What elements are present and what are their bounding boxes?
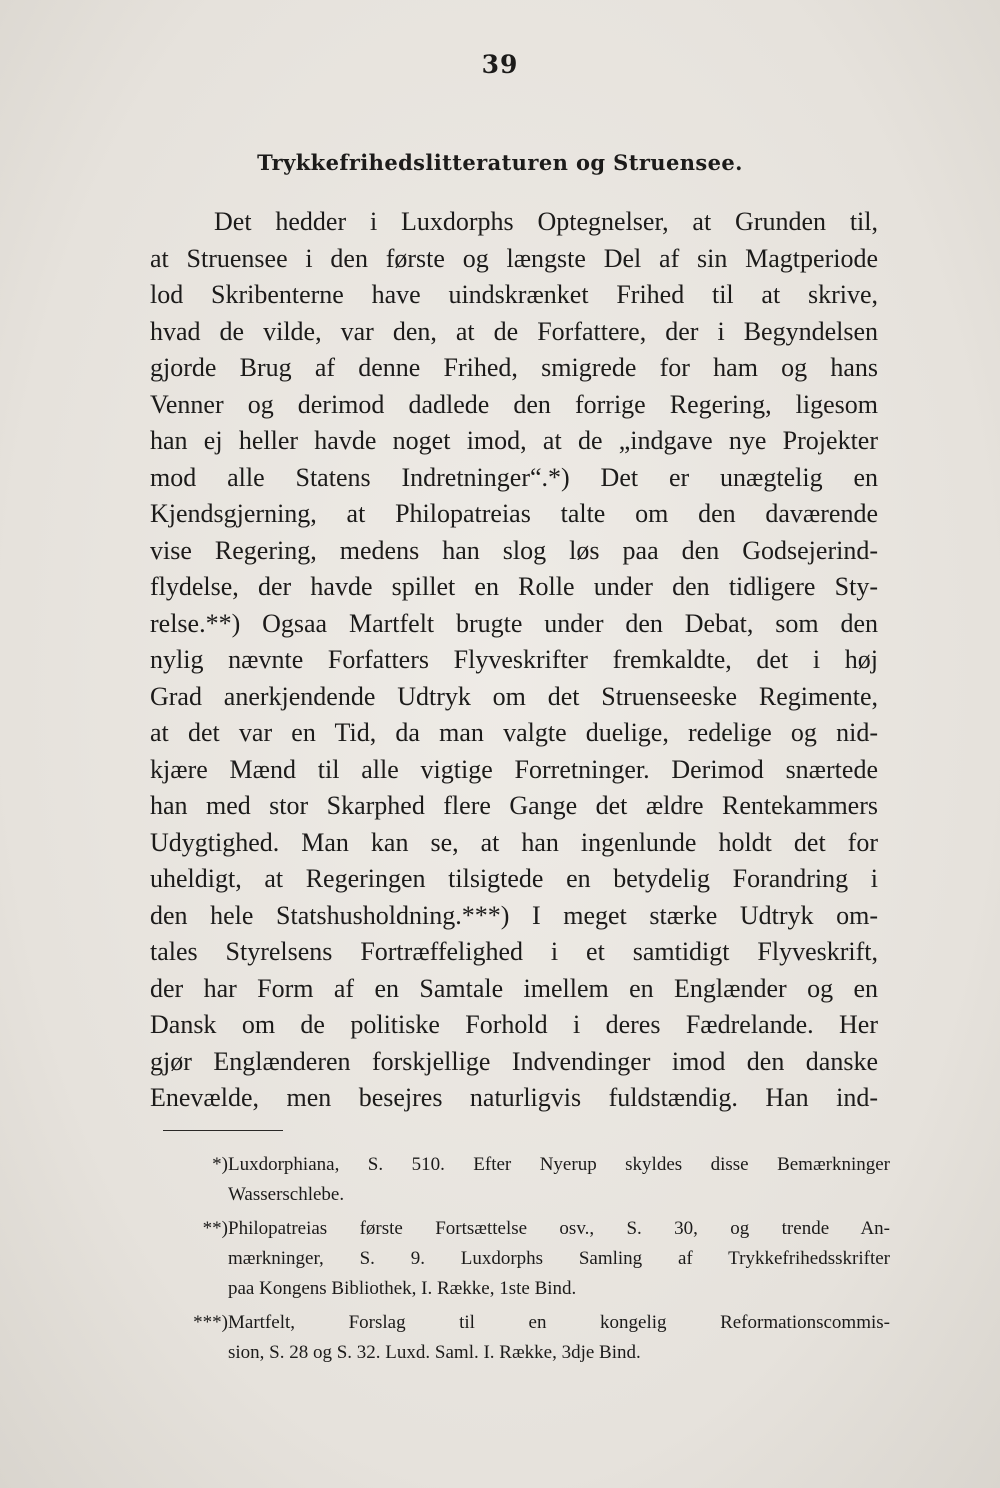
footnote-line: paa Kongens Bibliothek, I. Række, 1ste Bind. (228, 1278, 577, 1299)
body-line: at det var en Tid, da man valgte duelige, redelige og nid- (150, 718, 878, 747)
section-heading: Trykkefrihedslitteraturen og Struensee. (257, 150, 743, 175)
body-line: der har Form af en Samtale imellem en Englænder og en (150, 973, 878, 1003)
body-line: flydelse, der havde spillet en Rolle under den tidligere Sty- (150, 572, 878, 601)
body-line: den hele Statshusholdning.***) I meget stærke Udtryk om- (150, 900, 878, 930)
body-line: Grad anerkjendende Udtryk om det Struenseeske Regimente, (150, 681, 878, 711)
footnote-line: Luxdorphiana, S. 510. Efter Nyerup skyldes disse Bemærkninger (228, 1154, 890, 1175)
body-line: vise Regering, medens han slog løs paa den Godsejerind- (150, 535, 878, 565)
footnote-line: Martfelt, Forslag til en kongelig Reformationscommis- (228, 1312, 890, 1333)
footnote-1 (150, 1150, 890, 1210)
body-line: nylig nævnte Forfatters Flyveskrifter fremkaldte, det i høj (150, 645, 878, 674)
body-line: Kjendsgjerning, at Philopatreias talte om den daværende (150, 499, 878, 528)
body-line: Enevælde, men besejres naturligvis fuldstændig. Han ind- (150, 1083, 878, 1112)
body-line: han med stor Skarphed flere Gange det ældre Rentekammers (150, 791, 878, 820)
body-line: Udygtighed. Man kan se, at han ingenlunde holdt det for (150, 827, 878, 857)
body-line: relse.**) Ogsaa Martfelt brugte under den Debat, som den (150, 608, 878, 638)
body-line: Dansk om de politiske Forhold i deres Fædrelande. Her (150, 1010, 878, 1039)
body-line: uheldigt, at Regeringen tilsigtede en betydelig Forandring i (150, 864, 878, 893)
body-line: gjør Englænderen forskjellige Indvendinger imod den danske (150, 1046, 878, 1076)
body-line: gjorde Brug af denne Frihed, smigrede for ham og hans (150, 353, 878, 382)
footnote-line: Wasserschlebe. (228, 1184, 345, 1205)
footnote-line: sion, S. 28 og S. 32. Luxd. Saml. I. Række, 3dje Bind. (228, 1342, 641, 1363)
footnote-2 (150, 1214, 890, 1304)
body-line: hvad de vilde, var den, at de Forfattere, der i Begyndelsen (150, 316, 878, 346)
body-line: Det hedder i Luxdorphs Optegnelser, at Grunden til, (214, 207, 878, 236)
page-number: 39 (481, 50, 519, 79)
footnote-marker: **) (202, 1218, 228, 1239)
footnote-marker: ***) (193, 1312, 228, 1333)
body-line: tales Styrelsens Fortræffelighed i et samtidigt Flyveskrift, (150, 937, 878, 966)
body-line: han ej heller havde noget imod, at de „indgave nye Projekter (150, 426, 878, 455)
body-line: Venner og derimod dadlede den forrige Regering, ligesom (150, 389, 878, 419)
footnote-line: Philopatreias første Fortsættelse osv., S. 30, og trende An- (228, 1218, 890, 1239)
footnote-line: mærkninger, S. 9. Luxdorphs Samling af Trykkefrihedsskrifter (228, 1248, 890, 1269)
body-line: kjære Mænd til alle vigtige Forretninger. Derimod snærtede (150, 754, 878, 784)
footnote-divider (163, 1130, 283, 1131)
footnote-3 (150, 1308, 890, 1368)
body-line: mod alle Statens Indretninger“.*) Det er unægtelig en (150, 462, 878, 492)
body-text (150, 204, 878, 1117)
body-line: at Struensee i den første og længste Del af sin Magtperiode (150, 243, 878, 273)
body-line: lod Skribenterne have uindskrænket Frihed til at skrive, (150, 280, 878, 309)
footnotes (150, 1150, 890, 1372)
footnote-marker: *) (212, 1154, 228, 1175)
